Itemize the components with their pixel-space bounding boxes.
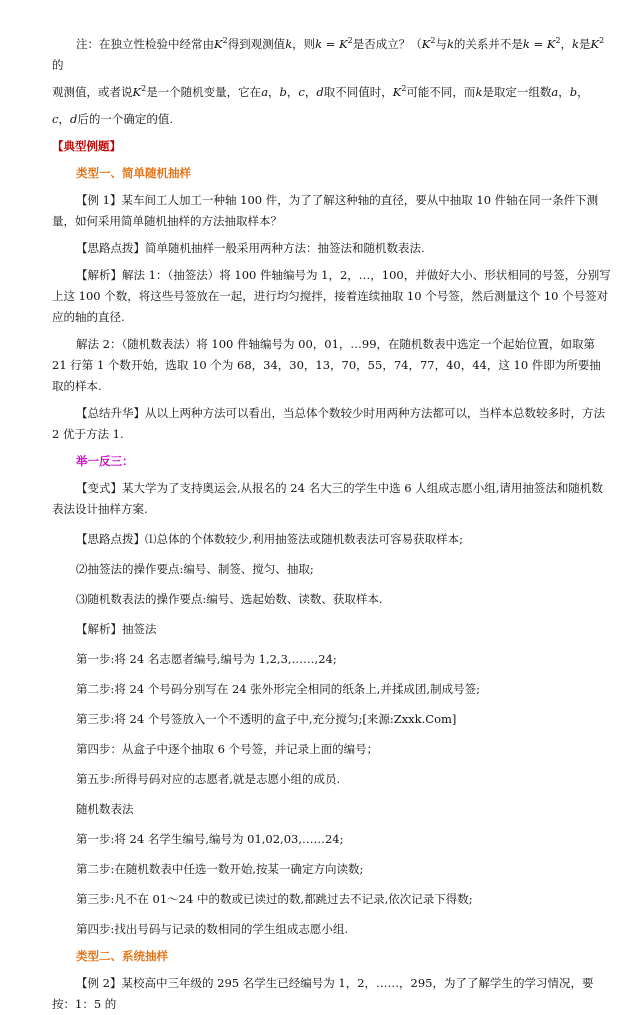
type2-title: 类型二、系统抽样 [76,949,168,963]
variant-hint-3: ⑶随机数表法的操作要点:编号、选起始数、读数、获取样本. [76,592,383,606]
note-line-3: c，d后的一个确定的值. [52,112,173,126]
lot-step: 第三步:将 24 个号签放入一个不透明的盒子中,充分搅匀;[来源:Zxxk.Com] [76,712,457,726]
variant-analysis-title: 【解析】抽签法 [76,622,157,636]
variant-hint-1: 【思路点拨】⑴总体的个体数较少,利用抽签法或随机数表法可容易获取样本; [76,532,464,546]
example1-question: 【例 1】某车间工人加工一种轴 100 件，为了了解这种轴的直径，要从中抽取 10 件轴在同一条件下测量，如何采用简单随机抽样的方法抽取样本？ [52,193,599,228]
fanju-title: 举一反三： [76,454,134,468]
lot-step: 第四步：从盒子中逐个抽取 6 个号签，并记录上面的编号； [76,742,379,756]
section-heading: 【典型例题】 [52,139,121,153]
random-step: 第二步:在随机数表中任选一数开始,按某一确定方向读数; [76,862,364,876]
document-page [52,34,612,1015]
variant-question: 【变式】某大学为了支持奥运会,从报名的 24 名大三的学生中选 6 人组成志愿小组,请用抽签法和随机数表法设计抽样方案. [52,481,603,516]
note-line-2: 观测值，或者说$K^2$是一个随机变量，它在a，b，c，d取不同值时，$K^2$可能不同，而k是取定一组数a，b， [52,84,589,99]
type1-title: 类型一、简单随机抽样 [76,166,191,180]
example1-analysis-1: 【解析】解法 1：（抽签法）将 100 件轴编号为 1，2，…，100，并做好大小、形状相同的号签，分别写上这 100 个数，将这些号签放在一起，进行均匀搅拌，接着连续抽取 10 个号签，然后测量这个 10 个号签对应的轴的直径. [52,268,611,324]
example1-summary: 【总结升华】从以上两种方法可以看出，当总体个数较少时用两种方法都可以，当样本总数较多时，方法 2 优于方法 1. [52,406,605,441]
random-step: 第三步:凡不在 01～24 中的数或已读过的数,都跳过去不记录,依次记录下得数; [76,892,473,906]
note-line-1: 注：在独立性检验中经常由$K^2$得到观测值k，则$k = K^2$是否成立？（$K^2$与k的关系并不是$k = K^2$，k是$K^2$的 [52,36,605,72]
example1-hint: 【思路点拨】简单随机抽样一般采用两种方法：抽签法和随机数表法. [76,241,425,255]
variant-hint-2: ⑵抽签法的操作要点:编号、制签、搅匀、抽取; [76,562,314,576]
random-step: 第四步:找出号码与记录的数相同的学生组成志愿小组. [76,922,349,936]
lot-step: 第五步:所得号码对应的志愿者,就是志愿小组的成员. [76,772,341,786]
random-step: 第一步:将 24 名学生编号,编号为 01,02,03,……24; [76,832,344,846]
example2-question: 【例 2】某校高中三年级的 295 名学生已经编号为 1，2，……，295，为了了解学生的学习情况，要按：1：5 的 [52,976,594,1011]
example1-analysis-2: 解法 2：（随机数表法）将 100 件轴编号为 00，01，…99，在随机数表中选定一个起始位置，如取第 21 行第 1 个数开始，选取 10 个为 68，34，30，13，70，55，74，77，40，44，这 10 件即为所要抽取的样本. [52,337,601,393]
lot-step: 第二步:将 24 个号码分别写在 24 张外形完全相同的纸条上,并揉成团,制成号签; [76,682,480,696]
random-method-title: 随机数表法 [76,802,134,816]
lot-step: 第一步:将 24 名志愿者编号,编号为 1,2,3,……,24; [76,652,337,666]
